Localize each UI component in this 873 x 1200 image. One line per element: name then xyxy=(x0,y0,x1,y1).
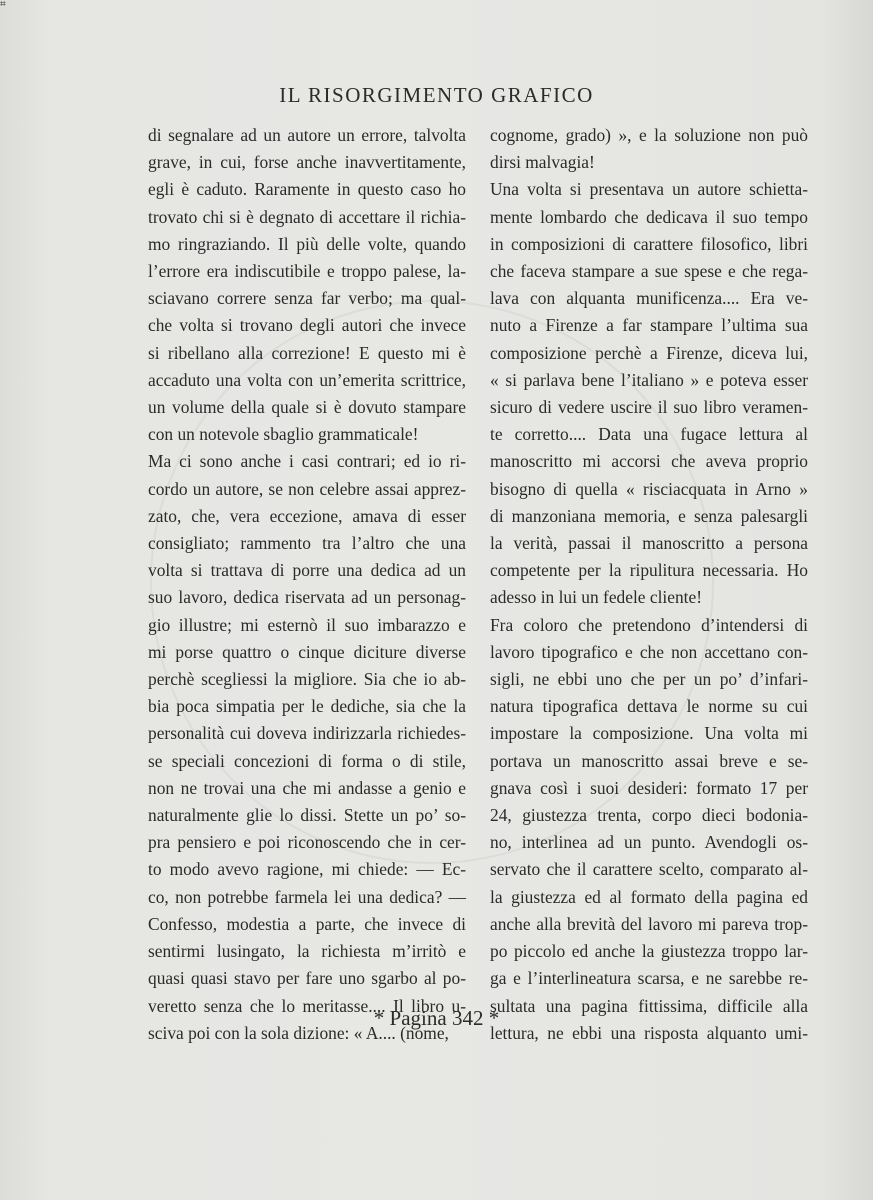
text-line: mo ringraziando. Il più delle volte, quando xyxy=(148,233,466,254)
text-line: l’errore era indiscutibile e troppo palese, la- xyxy=(148,261,466,282)
text-line: in composizioni di carattere filosofico, libri xyxy=(490,233,808,254)
text-line: sigli, ne ebbi uno che per un po’ d’infari- xyxy=(490,669,808,690)
text-line: che faceva stampare a sue spese e che rega- xyxy=(490,261,808,282)
text-line: anche alla brevità del lavoro mi pareva trop- xyxy=(490,913,808,934)
text-line: non ne trovai una che mi andasse a genio e xyxy=(148,777,466,798)
text-line: se speciali concezioni di forma o di stile, xyxy=(148,750,466,771)
text-line: di manzoniana memoria, e senza palesargli xyxy=(490,505,808,526)
text-line: impostare la composizione. Una volta mi xyxy=(490,723,808,744)
text-line: personalità cui doveva indirizzarla richiedes- xyxy=(148,723,466,744)
left-text-column xyxy=(148,122,466,1047)
text-line: no, interlinea ad un punto. Avendogli os- xyxy=(490,832,808,853)
text-line: quasi quasi stavo per fare uno sgarbo al po- xyxy=(148,968,466,989)
text-line: sentirmi lusingato, la richiesta m’irritò e xyxy=(148,941,466,962)
text-line: un volume della quale si è dovuto stampare xyxy=(148,397,466,418)
text-line: lettura, ne ebbi una risposta alquanto umi- xyxy=(490,1022,808,1043)
text-line: sciva poi con la sola dizione: « A.... (nome, xyxy=(148,1022,449,1043)
text-line: manoscritto mi accorsi che aveva proprio xyxy=(490,451,808,472)
text-line: adesso in lui un fedele cliente! xyxy=(490,587,702,608)
text-line: Fra coloro che pretendono d’intendersi di xyxy=(490,614,808,635)
text-line: lavoro tipografico e che non accettano con- xyxy=(490,641,808,662)
text-line: te corretto.... Data una fugace lettura al xyxy=(490,424,808,445)
text-line: pra pensiero e poi riconoscendo che in cer- xyxy=(148,832,466,853)
text-line: cognome, grado) », e la soluzione non può xyxy=(490,125,808,145)
text-line: competente per la ripulitura necessaria. Ho xyxy=(490,560,808,581)
page-number: * Pagina 342 * xyxy=(373,1006,500,1030)
text-line: natura tipografica dettava le norme su cui xyxy=(490,696,808,717)
text-line: zato, che, vera eccezione, amava di esser xyxy=(148,505,466,526)
text-line: to modo avevo ragione, mi chiede: — Ec- xyxy=(148,859,466,880)
right-text-column xyxy=(490,122,808,1047)
text-line: sultata una pagina fittissima, difficile alla xyxy=(490,995,808,1016)
text-line: servato che il carattere scelto, comparato al- xyxy=(490,859,808,880)
text-line: ga e l’interlineatura scarsa, e ne sarebbe re- xyxy=(490,968,808,989)
running-header: IL RISORGIMENTO GRAFICO xyxy=(279,83,594,107)
text-line: portava un manoscritto assai breve e se- xyxy=(490,750,808,771)
text-line: lava con alquanta munificenza.... Era ve- xyxy=(490,288,808,309)
text-line: la verità, passai il manoscritto a persona xyxy=(490,533,808,554)
text-line: po piccolo ed anche la giustezza troppo lar- xyxy=(490,941,808,962)
text-line: gio illustre; mi esternò il suo imbarazzo e xyxy=(148,614,466,635)
text-line: mente lombardo che dedicava il suo tempo xyxy=(490,206,808,227)
text-line: co, non potrebbe farmela lei una dedica? — xyxy=(148,886,466,907)
text-line: Ma ci sono anche i casi contrari; ed io ri- xyxy=(148,451,466,472)
text-line: si ribellano alla correzione! E questo mi è xyxy=(148,342,466,363)
text-line: trovato chi si è degnato di accettare il richia- xyxy=(148,206,466,227)
text-line: accaduto una volta con un’emerita scrittrice, xyxy=(148,369,466,390)
text-line: perchè scegliessi la migliore. Sia che io ab- xyxy=(148,669,466,690)
text-line: che volta si trovano degli autori che invece xyxy=(148,315,466,336)
text-line: dirsi malvagia! xyxy=(490,152,595,173)
text-line: veretto senza che lo meritasse.... Il libro u- xyxy=(148,995,466,1016)
text-line: bisogno di quella « risciacquata in Arno » xyxy=(490,478,808,499)
text-line: sicuro di vedere uscire il suo libro veramen- xyxy=(490,397,808,418)
text-line: bia poca simpatia per le dediche, sia che la xyxy=(148,696,466,717)
text-line: con un notevole sbaglio grammaticale! xyxy=(148,424,419,445)
text-line: sciavano correre senza far verbo; ma qual- xyxy=(148,288,466,309)
text-line: grave, in cui, forse anche inavvertitamente, xyxy=(148,152,466,173)
text-line: « si parlava bene l’italiano » e poteva esser xyxy=(490,369,808,390)
text-line: composizione perchè a Firenze, diceva lui, xyxy=(490,342,808,363)
text-line: gnava così i suoi desideri: formato 17 per xyxy=(490,777,808,798)
text-line: cordo un autore, se non celebre assai apprez- xyxy=(148,478,466,499)
text-line: Confesso, modestia a parte, che invece di xyxy=(148,913,466,934)
text-line: nuto a Firenze a far stampare l’ultima sua xyxy=(490,315,808,336)
corner-mark-icon: ⌗ xyxy=(0,0,6,10)
text-line: Una volta si presentava un autore schietta- xyxy=(490,179,808,200)
text-line: consigliato; rammento tra l’altro che una xyxy=(148,533,466,554)
text-line: volta si trattava di porre una dedica ad un xyxy=(148,560,466,581)
text-line: suo lavoro, dedica riservata ad un personag- xyxy=(148,587,466,608)
text-line: 24, giustezza trenta, corpo dieci bodonia- xyxy=(490,805,808,826)
text-line: la giustezza ed al formato della pagina ed xyxy=(490,886,808,907)
text-line: di segnalare ad un autore un errore, talvolta xyxy=(148,125,466,145)
text-line: mi porse quattro o cinque diciture diverse xyxy=(148,641,466,662)
text-line: egli è caduto. Raramente in questo caso ho xyxy=(148,179,466,200)
text-line: naturalmente glie lo dissi. Stette un po’ so- xyxy=(148,805,466,826)
